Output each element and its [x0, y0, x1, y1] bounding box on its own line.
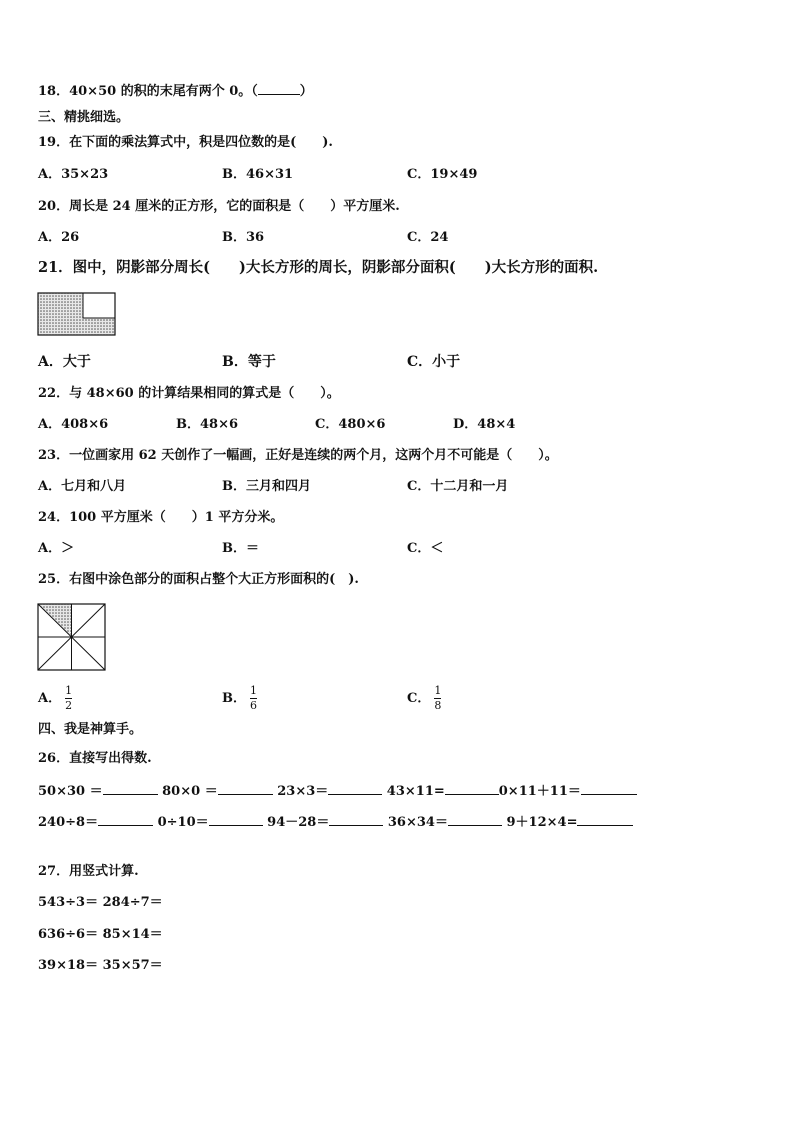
- q24-option-c[interactable]: C．＜: [407, 541, 444, 556]
- question-18-text: 18．40×50 的积的末尾有两个 0。（: [38, 84, 258, 99]
- q21-option-c[interactable]: C．小于: [407, 354, 461, 370]
- answer-blank[interactable]: [98, 813, 153, 826]
- section-3-heading: 三、精挑细选。: [38, 110, 130, 125]
- q22-option-c[interactable]: C．480×6: [315, 417, 386, 432]
- q25-square-figure: [37, 603, 107, 671]
- q21-rectangle-figure: [37, 292, 117, 336]
- q23-option-a[interactable]: A．七月和八月: [38, 479, 127, 494]
- expression: 43×11=: [386, 784, 445, 799]
- answer-blank[interactable]: [218, 782, 273, 795]
- answer-blank[interactable]: [329, 813, 383, 826]
- answer-blank[interactable]: [258, 82, 300, 95]
- q25-option-b[interactable]: [222, 685, 257, 712]
- q20-option-a[interactable]: A．26: [38, 230, 80, 245]
- expression: 0÷10＝: [157, 815, 209, 830]
- q19-option-b[interactable]: B．46×31: [222, 167, 294, 182]
- expression: 36×34＝: [387, 815, 448, 830]
- denominator: 8: [434, 699, 442, 712]
- expression: 94－28＝: [267, 815, 330, 830]
- question-19: 19．在下面的乘法算式中，积是四位数的是( ).: [38, 135, 333, 150]
- q22-option-d[interactable]: D．48×4: [453, 417, 516, 432]
- q20-option-c[interactable]: C．24: [407, 230, 449, 245]
- numerator: 1: [65, 684, 73, 697]
- question-22: 22．与 48×60 的计算结果相同的算式是（ ）。: [38, 386, 340, 401]
- expression: 50×30 ＝: [38, 784, 103, 799]
- question-25: 25．右图中涂色部分的面积占整个大正方形面积的( ).: [38, 572, 359, 587]
- q23-option-b[interactable]: B．三月和四月: [222, 479, 311, 494]
- section-4-heading: 四、我是神算手。: [38, 722, 143, 737]
- question-23: 23．一位画家用 62 天创作了一幅画，正好是连续的两个月，这两个月不可能是（ ）。: [38, 448, 558, 463]
- question-21: 21．图中，阴影部分周长( )大长方形的周长，阴影部分面积( )大长方形的面积.: [38, 259, 599, 276]
- numerator: 1: [434, 684, 442, 697]
- answer-blank[interactable]: [445, 782, 499, 795]
- fraction: [250, 685, 257, 712]
- q26-row-2: [38, 813, 633, 831]
- numerator: 1: [250, 684, 257, 697]
- expression: 80×0 ＝: [162, 784, 218, 799]
- answer-blank[interactable]: [103, 782, 158, 795]
- q20-option-b[interactable]: B．36: [222, 230, 265, 245]
- fraction: [65, 685, 72, 712]
- q19-option-a[interactable]: A．35×23: [38, 167, 109, 182]
- question-26: 26．直接写出得数.: [38, 751, 152, 766]
- expression: 23×3＝: [277, 784, 329, 799]
- question-18-close: ）: [299, 84, 313, 99]
- answer-blank[interactable]: [448, 813, 502, 826]
- q25-option-a-label: A．: [38, 691, 62, 706]
- fraction: [434, 685, 441, 712]
- question-24: 24．100 平方厘米（ ）1 平方分米。: [38, 510, 284, 525]
- answer-blank[interactable]: [581, 782, 637, 795]
- q27-row-1: 543÷3＝ 284÷7＝: [38, 895, 163, 910]
- q25-option-a[interactable]: [38, 685, 72, 712]
- q25-option-c[interactable]: [407, 685, 441, 712]
- question-27: 27．用竖式计算.: [38, 864, 139, 879]
- question-18: [38, 82, 313, 100]
- q24-option-a[interactable]: A．＞: [38, 541, 75, 556]
- expression: 0×11＋11＝: [498, 784, 581, 799]
- q22-option-a[interactable]: A．408×6: [38, 417, 109, 432]
- q25-option-b-label: B．: [222, 691, 246, 706]
- question-20: 20．周长是 24 厘米的正方形，它的面积是（ ）平方厘米.: [38, 199, 400, 214]
- expression: 240÷8＝: [38, 815, 99, 830]
- q25-option-c-label: C．: [407, 691, 431, 706]
- answer-blank[interactable]: [209, 813, 263, 826]
- q21-option-b[interactable]: B．等于: [222, 354, 276, 370]
- denominator: 2: [65, 699, 73, 712]
- q21-option-a[interactable]: A．大于: [38, 354, 91, 370]
- q27-row-3: 39×18＝ 35×57＝: [38, 958, 163, 973]
- q26-row-1: [38, 782, 637, 800]
- answer-blank[interactable]: [328, 782, 382, 795]
- q19-option-c[interactable]: C．19×49: [407, 167, 478, 182]
- q24-option-b[interactable]: B．＝: [222, 541, 259, 556]
- denominator: 6: [250, 699, 257, 712]
- q23-option-c[interactable]: C．十二月和一月: [407, 479, 509, 494]
- q27-row-2: 636÷6＝ 85×14＝: [38, 927, 163, 942]
- answer-blank[interactable]: [577, 813, 633, 826]
- q22-option-b[interactable]: B．48×6: [176, 417, 239, 432]
- expression: 9＋12×4=: [506, 815, 578, 830]
